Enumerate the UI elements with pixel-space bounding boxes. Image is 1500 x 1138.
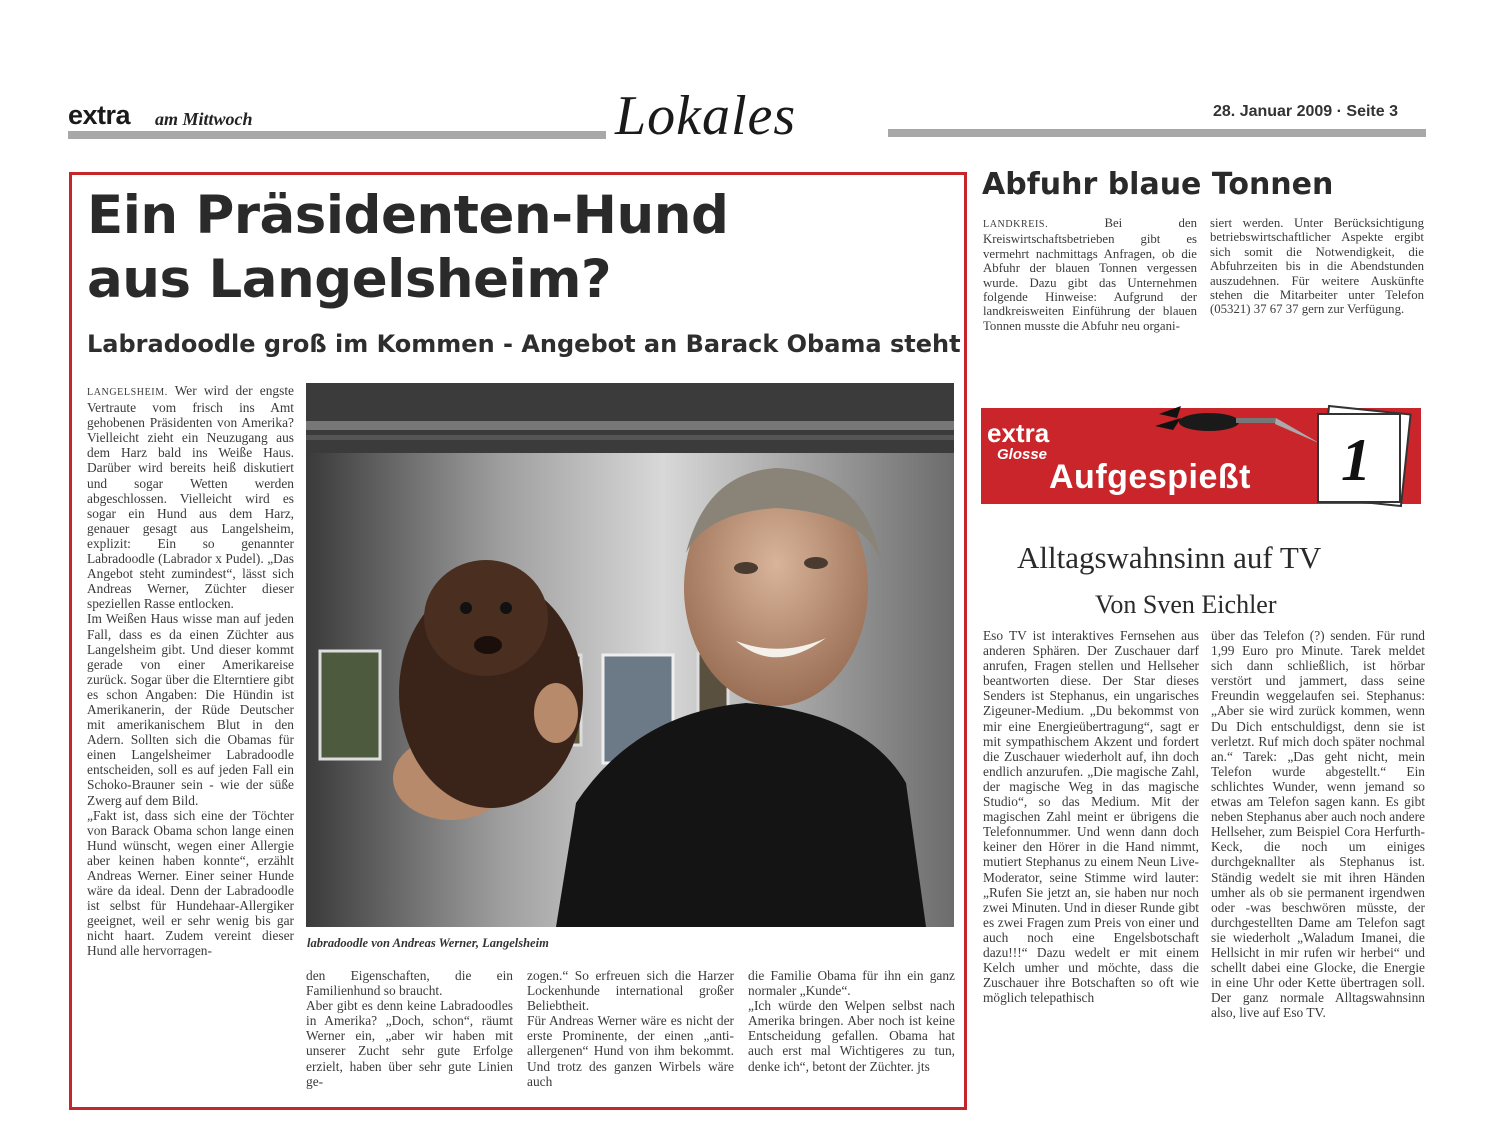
date-page: 28. Januar 2009 · Seite 3 [1213, 103, 1398, 120]
main-subhead: Labradoodle groß im Kommen - Angebot an Barack Obama steht [87, 330, 961, 358]
masthead-rule-right [888, 129, 1426, 137]
side-column-2: siert werden. Unter Berücksichtigung betriebswirtschaftlicher Aspekte ergibt sich somit die Notwendigkeit, die Abfuhrzeiten bis in die Abendstunden auszudehnen. Für weitere Auskünfte stehen die Mitarbeiter unter Telefon (05321) 37 67 37 gern zur Verfügung. [1210, 216, 1424, 317]
side-dateline: LANDKREIS. [983, 219, 1049, 230]
side-column-1 [983, 216, 1197, 366]
main-column-2: den Eigenschaften, die ein Familienhund so braucht. Aber gibt es denn keine Labradoodles in Amerika? „Doch, schon“, räumt Werner ein, „aber wir haben mit unserer Zucht sehr gute Erfolge erzielt, haben über sehr gute Linien ge- [306, 968, 513, 1089]
banner-brand: extra [987, 418, 1050, 448]
glosse-column-2: über das Telefon (?) senden. Für rund 1,99 Euro pro Minute. Tarek meldet sich dann schließlich, ist hörbar verstört und jammert, dass seine Freundin weggelaufen sei. Stephanus: „Aber sie wird zurück kommen, wenn Du Dich entschuldigst, denn sie ist verletzt. Ruf mich doch später nochmal an.“ Tarek: „Das geht nicht, mein Telefon wurde abgestellt.“ Ein schlichtes Wunder, wenn jemand so etwas am Telefon sagen kann. Es gibt neben Stephanus aber auch noch andere Hellseher, zum Beispiel Cora Herfurth-Keck, die noch um einiges durchgeknallter als Stephanus ist. Ständig wedelt sie mit ihren Händen umher als ob sie permanent irgendwen oder -was beschwören müsste, der durchgestellten Dame am Telefon sagt sie wiederholt „Waladum Imanei, die Hellsicht in mir rufen wir herbei“ und schellt dabei eine Glocke, die Energie in eine Uhr oder Kette übertragen soll. Der ganz normale Alltagswahnsinn also, live auf Eso TV. [1211, 628, 1425, 1021]
banner-type: Glosse [997, 446, 1048, 463]
banner-title: Aufgespießt [1049, 458, 1251, 496]
newspaper-brand: extra [68, 100, 131, 130]
photo-caption: labradoodle von Andreas Werner, Langelsheim [307, 936, 549, 950]
main-headline [87, 184, 947, 312]
main-column-1-text: Wer wird der engste Vertraute vom frisch ins Amt gehobenen Präsidenten von Amerika? Vielleicht zieht ein Neuzugang aus dem Harz bald ins Weiße Haus. Darüber wird bereits heiß diskutiert und sogar Wetten werden abgeschlossen. Vielleicht wird es sogar ein Hund aus dem Harz, genauer gesagt aus Langelsheim, explizit: Ein so genannter Labradoodle (Labrador x Pudel). „Das Angebot steht zumindest“, lässt sich Andreas Werner, Züchter dieser speziellen Rasse entlocken. Im Weißen Haus wisse man auf jeden Fall, dass es da einen Züchter aus Langelsheim gibt. Und dieser kommt gerade von einer Amerikareise zurück. Sogar über die Elterntiere gibt es schon Angaben: Die Hündin ist Amerikanerin, der Rüde Deutscher mit amerikanischem Blut in den Adern. Sollten sich die Obamas für einen Langelsheimer Labradoodle entscheiden, soll es auf jeden Fall ein Schoko-Brauner sein - wie der süße Zwerg auf dem Bild. „Fakt ist, dass sich eine der Töchter von Barack Obama schon lange einen Hund wünscht, wegen einer Allergie aber keinen haben konnte“, erzählt Andreas Werner. Einer seiner Hunde wäre da ideal. Denn der Labradoodle ist selbst für Hundehaar-Allergiker geeignet, weil er sehr wenig bis gar nicht haart. Zudem vereint dieser Hund alle hervorragen- [87, 383, 294, 959]
main-photo [306, 383, 954, 927]
calendar-number: 1 [1341, 427, 1371, 493]
main-column-1 [87, 383, 294, 1098]
masthead-rule-left [68, 131, 606, 139]
section-title: Lokales [615, 85, 797, 147]
side-headline: Abfuhr blaue Tonnen [982, 167, 1334, 202]
glosse-headline: Alltagswahnsinn auf TV [1017, 540, 1322, 575]
newspaper-brand-sub: am Mittwoch [155, 109, 253, 129]
dart-icon [1151, 396, 1331, 466]
main-column-3: zogen.“ So erfreuen sich die Harzer Lockenhunde international großer Beliebtheit. Für Andreas Werner wäre es nicht der erste Prominente, der einen „anti-allergenen“ Hund von ihm bekommt. Und trotz des ganzen Wirbels wäre auch [527, 968, 734, 1089]
glosse-column-1: Eso TV ist interaktives Fernsehen aus anderen Sphären. Der Zuschauer darf anrufen, Fragen stellen und Hellseher beantworten diese. Der Star dieses Senders ist Stephanus, ein ungarisches Zigeuner-Medium. „Du bekommst von mir eine Energieübertragung“, sagt er mit sympathischem Akzent und fordert die Zuschauer wiederholt auf, ihn doch endlich anzurufen. „Die magische Zahl, der magische Weg in das magische Studio“, so das Medium. Mit der magischen Zahl meint er übrigens die Telefonnummer. Und wenn dann doch keiner den Hörer in die Hand nimmt, mutiert Stephanus zu einem Neun Live-Moderator, seine Stimme wird lauter: „Rufen Sie jetzt an, sie haben nur noch zwei Minuten. Und in dieser Runde gibt es zwei Fragen zum Preis von einer und auch noch eine Engelsbotschaft dazu!!!“ Dazu wedelt er mit einem Kelch umher und möchte, dass die Zuschauer ihre Botschaften so oft wie möglich telepathisch [983, 628, 1199, 1006]
headline-line-2: aus Langelsheim? [87, 249, 612, 310]
glosse-banner [981, 408, 1421, 504]
photo-illustration [306, 383, 954, 927]
main-column-4: die Familie Obama für ihn ein ganz normaler „Kunde“. „Ich würde den Welpen selbst nach Amerika bringen. Aber noch ist keine Entscheidung gefallen. Obama hat auch erst mal Wichtigeres zu tun, denke ich“, betont der Züchter. jts [748, 968, 955, 1074]
headline-line-1: Ein Präsidenten-Hund [87, 185, 729, 246]
main-dateline: LANGELSHEIM. [87, 387, 168, 398]
glosse-byline: Von Sven Eichler [1095, 590, 1277, 619]
side-column-1-text: Bei den Kreiswirtschaftsbetrieben gibt es vermehrt nachmittags Anfragen, ob die Abfuhr der blauen Tonnen vergessen wurde. Dazu gibt das Unternehmen folgende Hinweise: Aufgrund der landkreisweiten Einführung der blauen Tonnen musste die Abfuhr neu organi- [983, 216, 1197, 333]
